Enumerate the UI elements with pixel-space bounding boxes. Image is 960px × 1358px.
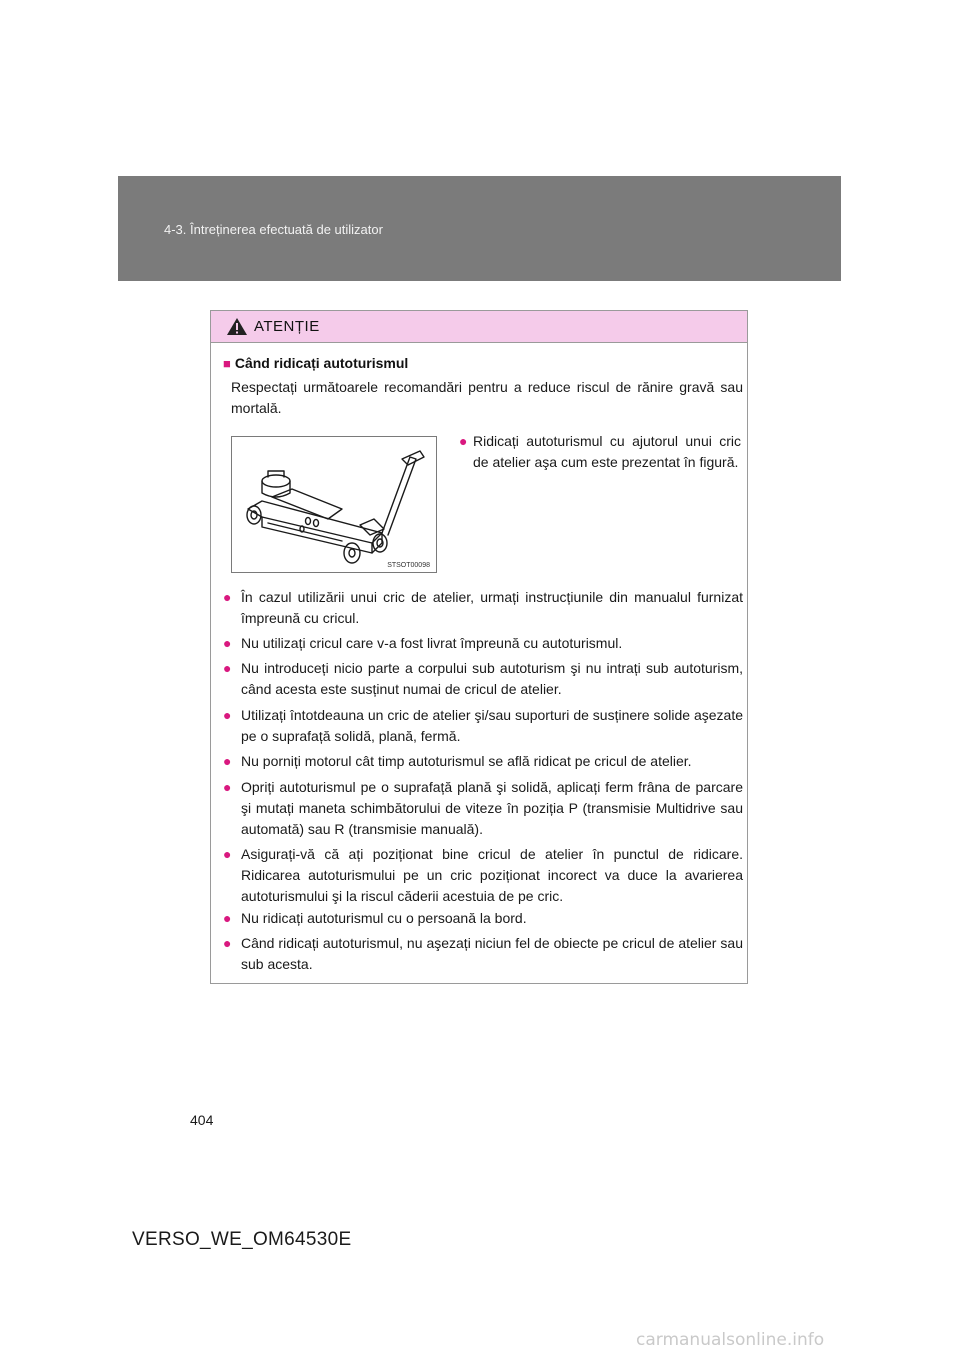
- square-bullet-icon: ■: [223, 356, 231, 371]
- bullet-dot-icon: ●: [223, 589, 232, 605]
- floor-jack-icon: [232, 437, 436, 572]
- bullet-dot-icon: ●: [223, 635, 232, 651]
- warning-intro: Respectați următoarele recomandări pentru a reduce riscul de rănire gravă sau mortală.: [231, 379, 743, 416]
- bullet-dot-icon: ●: [459, 433, 468, 449]
- warning-section-title: ■ Când ridicați autoturismul: [223, 355, 409, 371]
- bullet-dot-icon: ●: [223, 753, 232, 769]
- bullet-dot-icon: ●: [223, 779, 232, 795]
- document-code: VERSO_WE_OM64530E: [132, 1229, 352, 1250]
- bullet-dot-icon: ●: [223, 935, 232, 951]
- figure-code: STSOT00098: [387, 562, 430, 569]
- floor-jack-illustration: [231, 436, 437, 573]
- page-number: 404: [190, 1112, 214, 1128]
- warning-header: [211, 311, 747, 343]
- section-header-title: 4-3. Întreținerea efectuată de utilizator: [164, 222, 383, 237]
- warning-triangle-icon: [226, 317, 248, 336]
- bullet-dot-icon: ●: [223, 910, 232, 926]
- header-band: [118, 176, 841, 281]
- figure-bullet-text: Ridicați autoturismul cu ajutorul unui cric de atelier aşa cum este prezentat în figură.: [473, 433, 741, 470]
- bullet-dot-icon: ●: [223, 846, 232, 862]
- warning-box: ATENȚIE ■ Când ridicați autoturismul Respectați următoarele recomandări pentru a reduce riscul de rănire gravă sau mortală. STSOT00098 ● Ridicați autoturismul cu ajutorul unui cric de atelier aşa cum este prezentat în figură. ● În cazul utilizării unui cric de atelier, urmați instrucțiunile din manualul furnizat împreună cu cricul. ● Nu utilizați cricul care v-a fost livrat împreună cu autoturismul. ● Nu introduceți nicio parte a corpului sub autoturism şi nu intrați sub autoturism, când acesta este susținut numai de cricul de atelier. ● Utilizați întotdeauna un cric de atelier şi/sau suporturi de susținere solide aşezate pe o suprafață solidă, plană, fermă. ● Nu porniți motorul cât timp autoturismul se află ridicat pe cricul de atelier. ● Opriți autoturismul pe o suprafață plană şi solidă, aplicați ferm frâna de parcare şi mutați maneta schimbătorului de viteze în poziția P (transmisie Multidrive sau automată) sau R (transmisie manuală). ● Asigurați-vă că ați poziționat bine cricul de atelier în punctul de ridicare. Ridicarea autoturismului pe un cric poziționat incorect va duce la avarierea autoturismului şi la riscul căderii acestuia de pe cric. ● Nu ridicați autoturismul cu o persoană la bord. ● Când ridicați autoturismul, nu aşezați niciun fel de obiecte pe cricul de atelier sau sub acesta.: [210, 310, 748, 984]
- site-watermark: carmanualsonline.info: [636, 1330, 825, 1350]
- bullet-dot-icon: ●: [223, 707, 232, 723]
- warning-label: ATENȚIE: [254, 318, 320, 335]
- bullet-dot-icon: ●: [223, 660, 232, 676]
